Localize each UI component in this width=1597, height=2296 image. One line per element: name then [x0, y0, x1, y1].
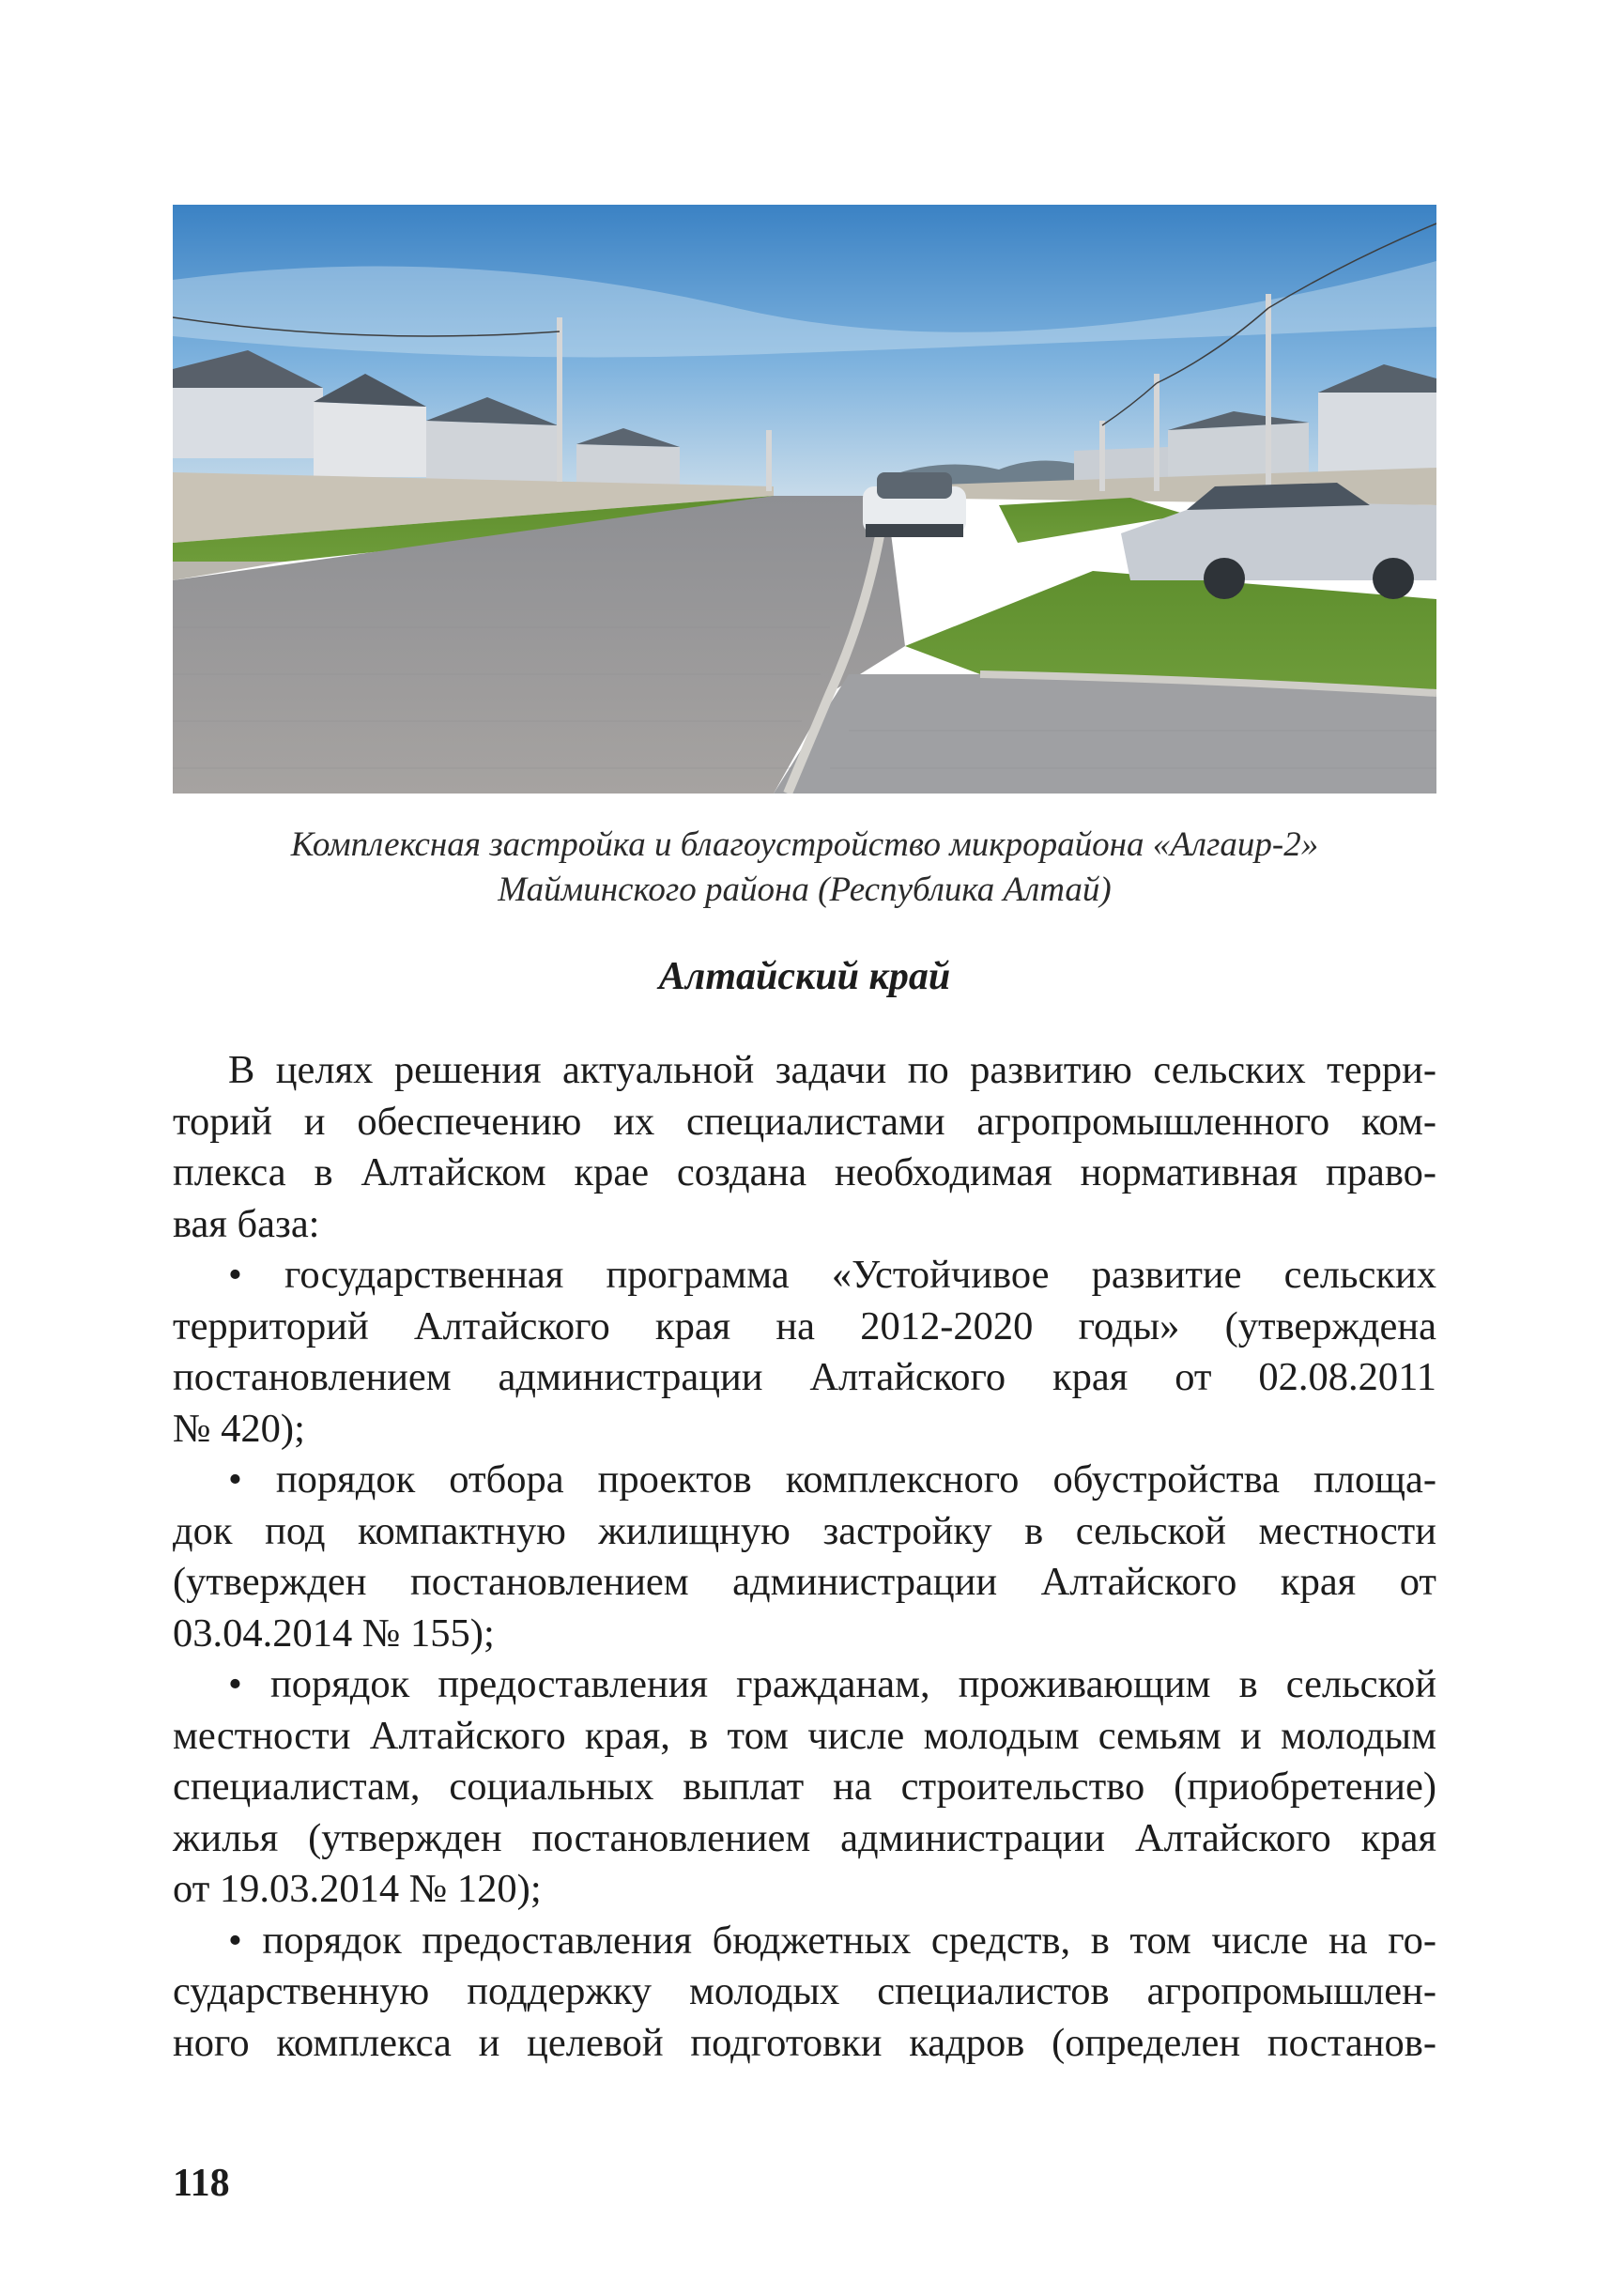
text-line: территорий Алтайского края на 2012-2020 годы» (утверждена	[173, 1303, 1436, 1348]
text-line: В целях решения актуальной задачи по развитию сельских терри-	[228, 1048, 1436, 1092]
text-line: • порядок предоставления бюджетных средств, в том числе на го-	[228, 1918, 1436, 1963]
text-line: 03.04.2014 № 155);	[173, 1610, 495, 1656]
photo-caption	[173, 823, 1436, 913]
paragraph	[173, 1045, 1436, 1250]
text-line: от 19.03.2014 № 120);	[173, 1867, 542, 1911]
body-text	[173, 1045, 1436, 2069]
text-line: специалистам, социальных выплат на строительство (приобретение)	[173, 1764, 1436, 1809]
section-title: Алтайский край	[658, 955, 951, 998]
paragraph	[173, 1916, 1436, 2070]
text-line: № 420);	[173, 1406, 305, 1451]
text-line: торий и обеспечению их специалистами агропромышленного ком-	[173, 1099, 1436, 1144]
text-line: сударственную поддержку молодых специалистов агропромышлен-	[173, 1969, 1436, 2013]
text-line: док под компактную жилищную застройку в сельской местности	[173, 1508, 1436, 1553]
caption-line: Майминского района (Республика Алтай)	[498, 871, 1112, 909]
text-line: местности Алтайского края, в том числе молодым семьям и молодым	[173, 1713, 1436, 1758]
caption-line: Комплексная застройка и благоустройство микрорайона «Алгаир-2»	[290, 825, 1319, 864]
paragraph	[173, 1659, 1436, 1916]
text-line: • порядок отбора проектов комплексного обустройства площа-	[228, 1457, 1436, 1502]
page-number: 118	[173, 2162, 230, 2205]
text-line: ного комплекса и целевой подготовки кадров (определен постанов-	[173, 2020, 1436, 2065]
text-line: • государственная программа «Устойчивое развитие сельских	[228, 1253, 1436, 1297]
paragraph	[173, 1250, 1436, 1455]
text-line: (утвержден постановлением администрации Алтайского края от	[173, 1560, 1436, 1604]
text-line: вая база:	[173, 1201, 320, 1246]
text-line: постановлением администрации Алтайского края от 02.08.2011	[173, 1355, 1436, 1399]
paragraph	[173, 1455, 1436, 1659]
text-line: жилья (утвержден постановлением администрации Алтайского края	[173, 1815, 1436, 1860]
text-line: • порядок предоставления гражданам, проживающим в сельской	[228, 1662, 1436, 1706]
text-line: плекса в Алтайском крае создана необходимая нормативная право-	[173, 1150, 1436, 1194]
street-photo	[173, 205, 1436, 794]
